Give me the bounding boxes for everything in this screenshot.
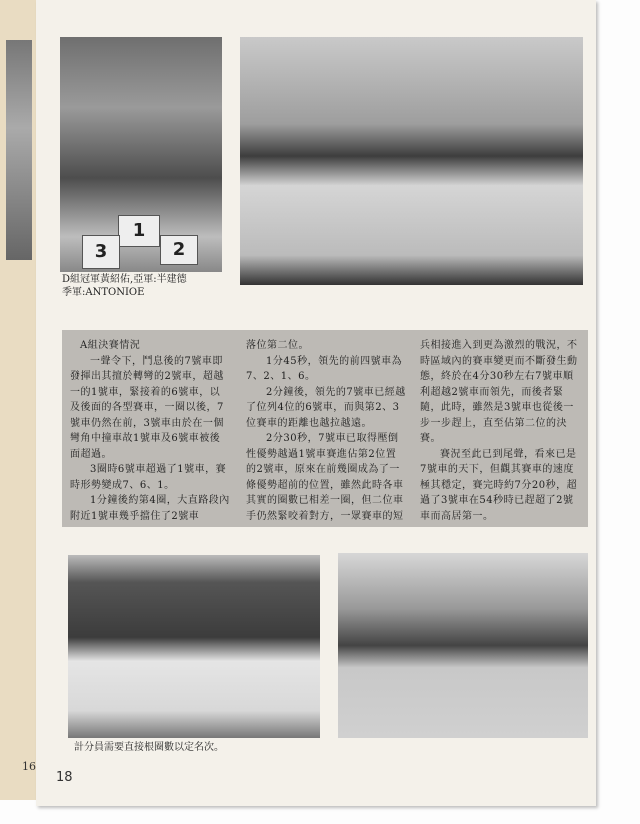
podium-third: 3 bbox=[82, 235, 120, 269]
caption-line: D組冠軍黃紹佑,亞軍:半建德 bbox=[62, 274, 187, 285]
article-column-1 bbox=[70, 338, 230, 524]
article-column-2 bbox=[246, 338, 406, 524]
article-heading: A組決賽情況 bbox=[80, 340, 141, 351]
previous-page-photo bbox=[6, 40, 32, 260]
article-paragraph: 3圈時6號車超過了1號車，賽時形勢變成7、6、1。 bbox=[70, 464, 227, 491]
article-paragraph: 2分30秒，7號車已取得壓倒性優勢越過1號車賽進佔第2位置的2號車，原來在前幾圈成為了一條優勢超前的位置，雖然此時各車其實的圈數已相差一圈，但二位車手仍然緊咬着對方，一眾賽車的短 bbox=[246, 433, 404, 522]
podium-first: 1 bbox=[118, 215, 160, 247]
article-paragraph: 1分45秒，領先的前四號車為7、2、1、6。 bbox=[246, 355, 403, 382]
track-overview-photo bbox=[240, 37, 583, 285]
race-track-photo bbox=[338, 553, 588, 738]
judges-table-photo bbox=[68, 555, 320, 738]
caption-line: 季軍:ANTONIOE bbox=[62, 287, 145, 298]
article-paragraph: 落位第二位。 bbox=[246, 340, 309, 351]
podium-second: 2 bbox=[160, 235, 198, 265]
article-paragraph: 賽況至此已到尾聲，看來已是7號車的天下，但觀其賽車的速度極其穩定，賽完時約7分20秒，超過了3號車在54秒時已趕超了2號車而高居第一。 bbox=[420, 448, 578, 522]
article-paragraph: 一聲令下，鬥息後的7號車即發揮出其擅於轉彎的2號車，超越一的1號車，緊接着的6號車，以及後面的各型賽車，一圈以後，7號車仍然在前，3號車由於在一個彎角中撞車故1號車及6號車被後面超過。 bbox=[70, 355, 224, 460]
previous-page-edge bbox=[0, 0, 39, 800]
article-column-3 bbox=[420, 338, 580, 524]
page-number: 18 bbox=[56, 770, 73, 785]
magazine-page bbox=[36, 0, 596, 806]
judges-caption: 計分員需要直接根圈數以定名次。 bbox=[74, 742, 224, 753]
previous-page-number: 16 bbox=[22, 760, 36, 773]
podium-photo bbox=[60, 37, 222, 272]
article-paragraph: 2分鐘後，領先的7號車已經越了位列4位的6號車，而與第2、3位賽車的距離也越拉越遠。 bbox=[246, 386, 406, 429]
article-box bbox=[62, 330, 588, 527]
article-paragraph: 兵相接進入到更為激烈的戰況，不時區域內的賽車變更而不斷發生動態，終於在4分30秒左右7號車順利超越2號車而領先，而後者緊隨，此時，雖然是3號車也從後一步一步趕上，直至佔第二位的決賽。 bbox=[420, 340, 578, 444]
podium-caption bbox=[62, 273, 187, 299]
article-paragraph: 1分鐘後約第4圈，大直路段內附近1號車幾乎擋住了2號車 bbox=[70, 495, 230, 522]
